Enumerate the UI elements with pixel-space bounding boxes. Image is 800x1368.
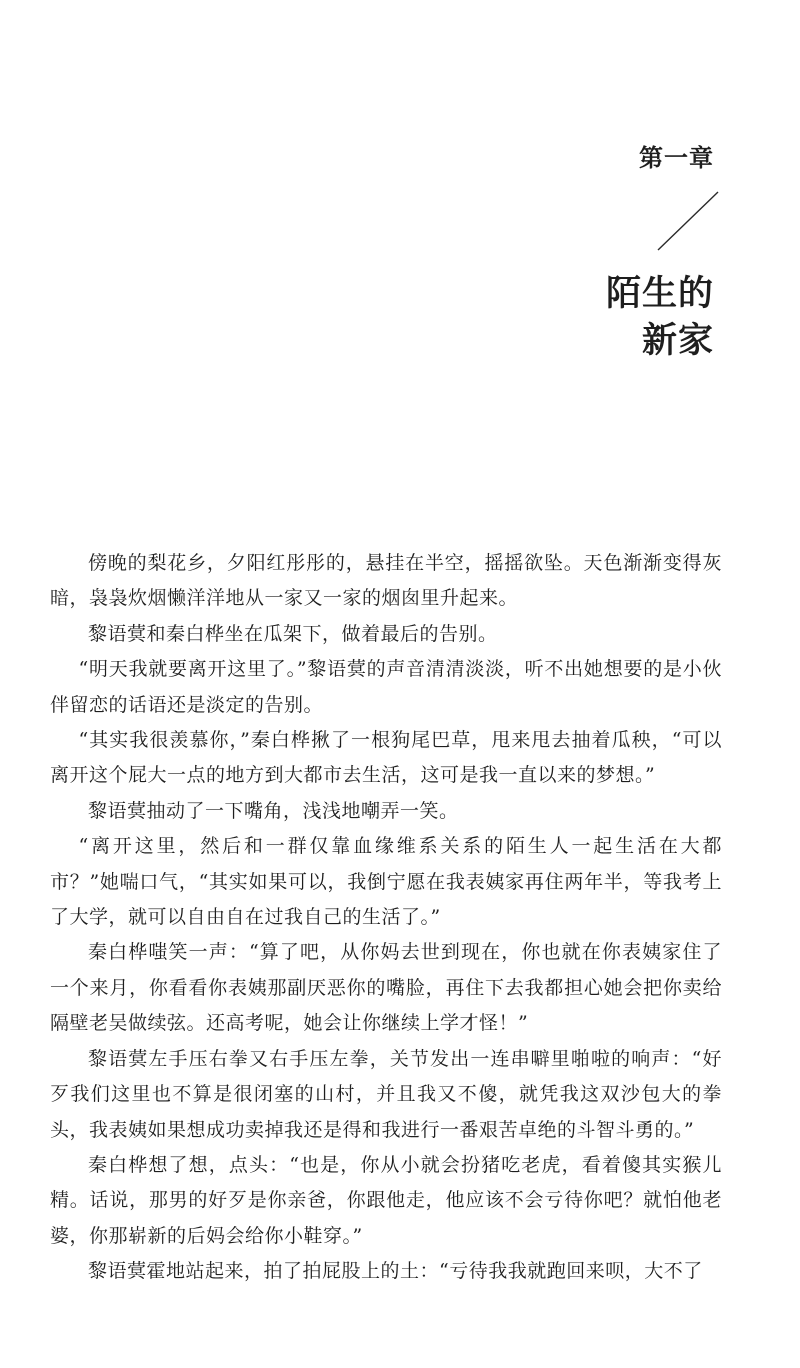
paragraph: 黎语蓂霍地站起来，拍了拍屁股上的土：“亏待我我就跑回来呗，大不了 — [88, 1260, 703, 1283]
paragraph: 黎语蓂和秦白桦坐在瓜架下，做着最后的告别。 — [88, 622, 498, 645]
slash-divider — [656, 190, 720, 252]
chapter-title-line-2: 新家 — [641, 320, 714, 361]
paragraph: “其实我很羡慕你，”秦白桦揪了一根狗尾巴草，甩来甩去抽着瓜秧，“可以离开这个屁大一点的地方到大都市去生活，这可是我一直以来的梦想。” — [50, 729, 722, 787]
paragraph: “离开这里，然后和一群仅靠血缘维系关系的陌生人一起生活在大都市？”她喘口气，“其实如果可以，我倒宁愿在我表姨家再住两年半，等我考上了大学，就可以自由自在过我自己的生活了。” — [50, 835, 722, 929]
paragraph: 傍晚的梨花乡，夕阳红彤彤的，悬挂在半空，摇摇欲坠。天色渐渐变得灰暗，袅袅炊烟懒洋洋地从一家又一家的烟囱里升起来。 — [50, 552, 722, 610]
paragraph: 黎语蓂左手压右拳又右手压左拳，关节发出一连串噼里啪啦的响声：“好歹我们这里也不算是很闭塞的山村，并且我又不傻，就凭我这双沙包大的拳头，我表姨如果想成功卖掉我还是得和我进行一番艰苦卓绝的斗智斗勇的。” — [50, 1047, 722, 1141]
chapter-body — [50, 546, 722, 1290]
chapter-number: 第一章 — [639, 143, 714, 172]
paragraph: 秦白桦嗤笑一声：“算了吧，从你妈去世到现在，你也就在你表姨家住了一个来月，你看看你表姨那副厌恶你的嘴脸，再住下去我都担心她会把你卖给隔壁老吴做续弦。还高考呢，她会让你继续上学才怪！” — [50, 941, 722, 1035]
paragraph: “明天我就要离开这里了。”黎语蓂的声音清清淡淡，听不出她想要的是小伙伴留恋的话语还是淡定的告别。 — [50, 658, 722, 716]
paragraph: 黎语蓂抽动了一下嘴角，浅浅地嘲弄一笑。 — [88, 799, 459, 822]
chapter-title-line-1: 陌生的 — [605, 273, 714, 314]
paragraph: 秦白桦想了想，点头：“也是，你从小就会扮猪吃老虎，看着傻其实猴儿精。话说，那男的好歹是你亲爸，你跟他走，他应该不会亏待你吧？就怕他老婆，你那崭新的后妈会给你小鞋穿。” — [50, 1153, 722, 1247]
chapter-title — [606, 270, 714, 364]
